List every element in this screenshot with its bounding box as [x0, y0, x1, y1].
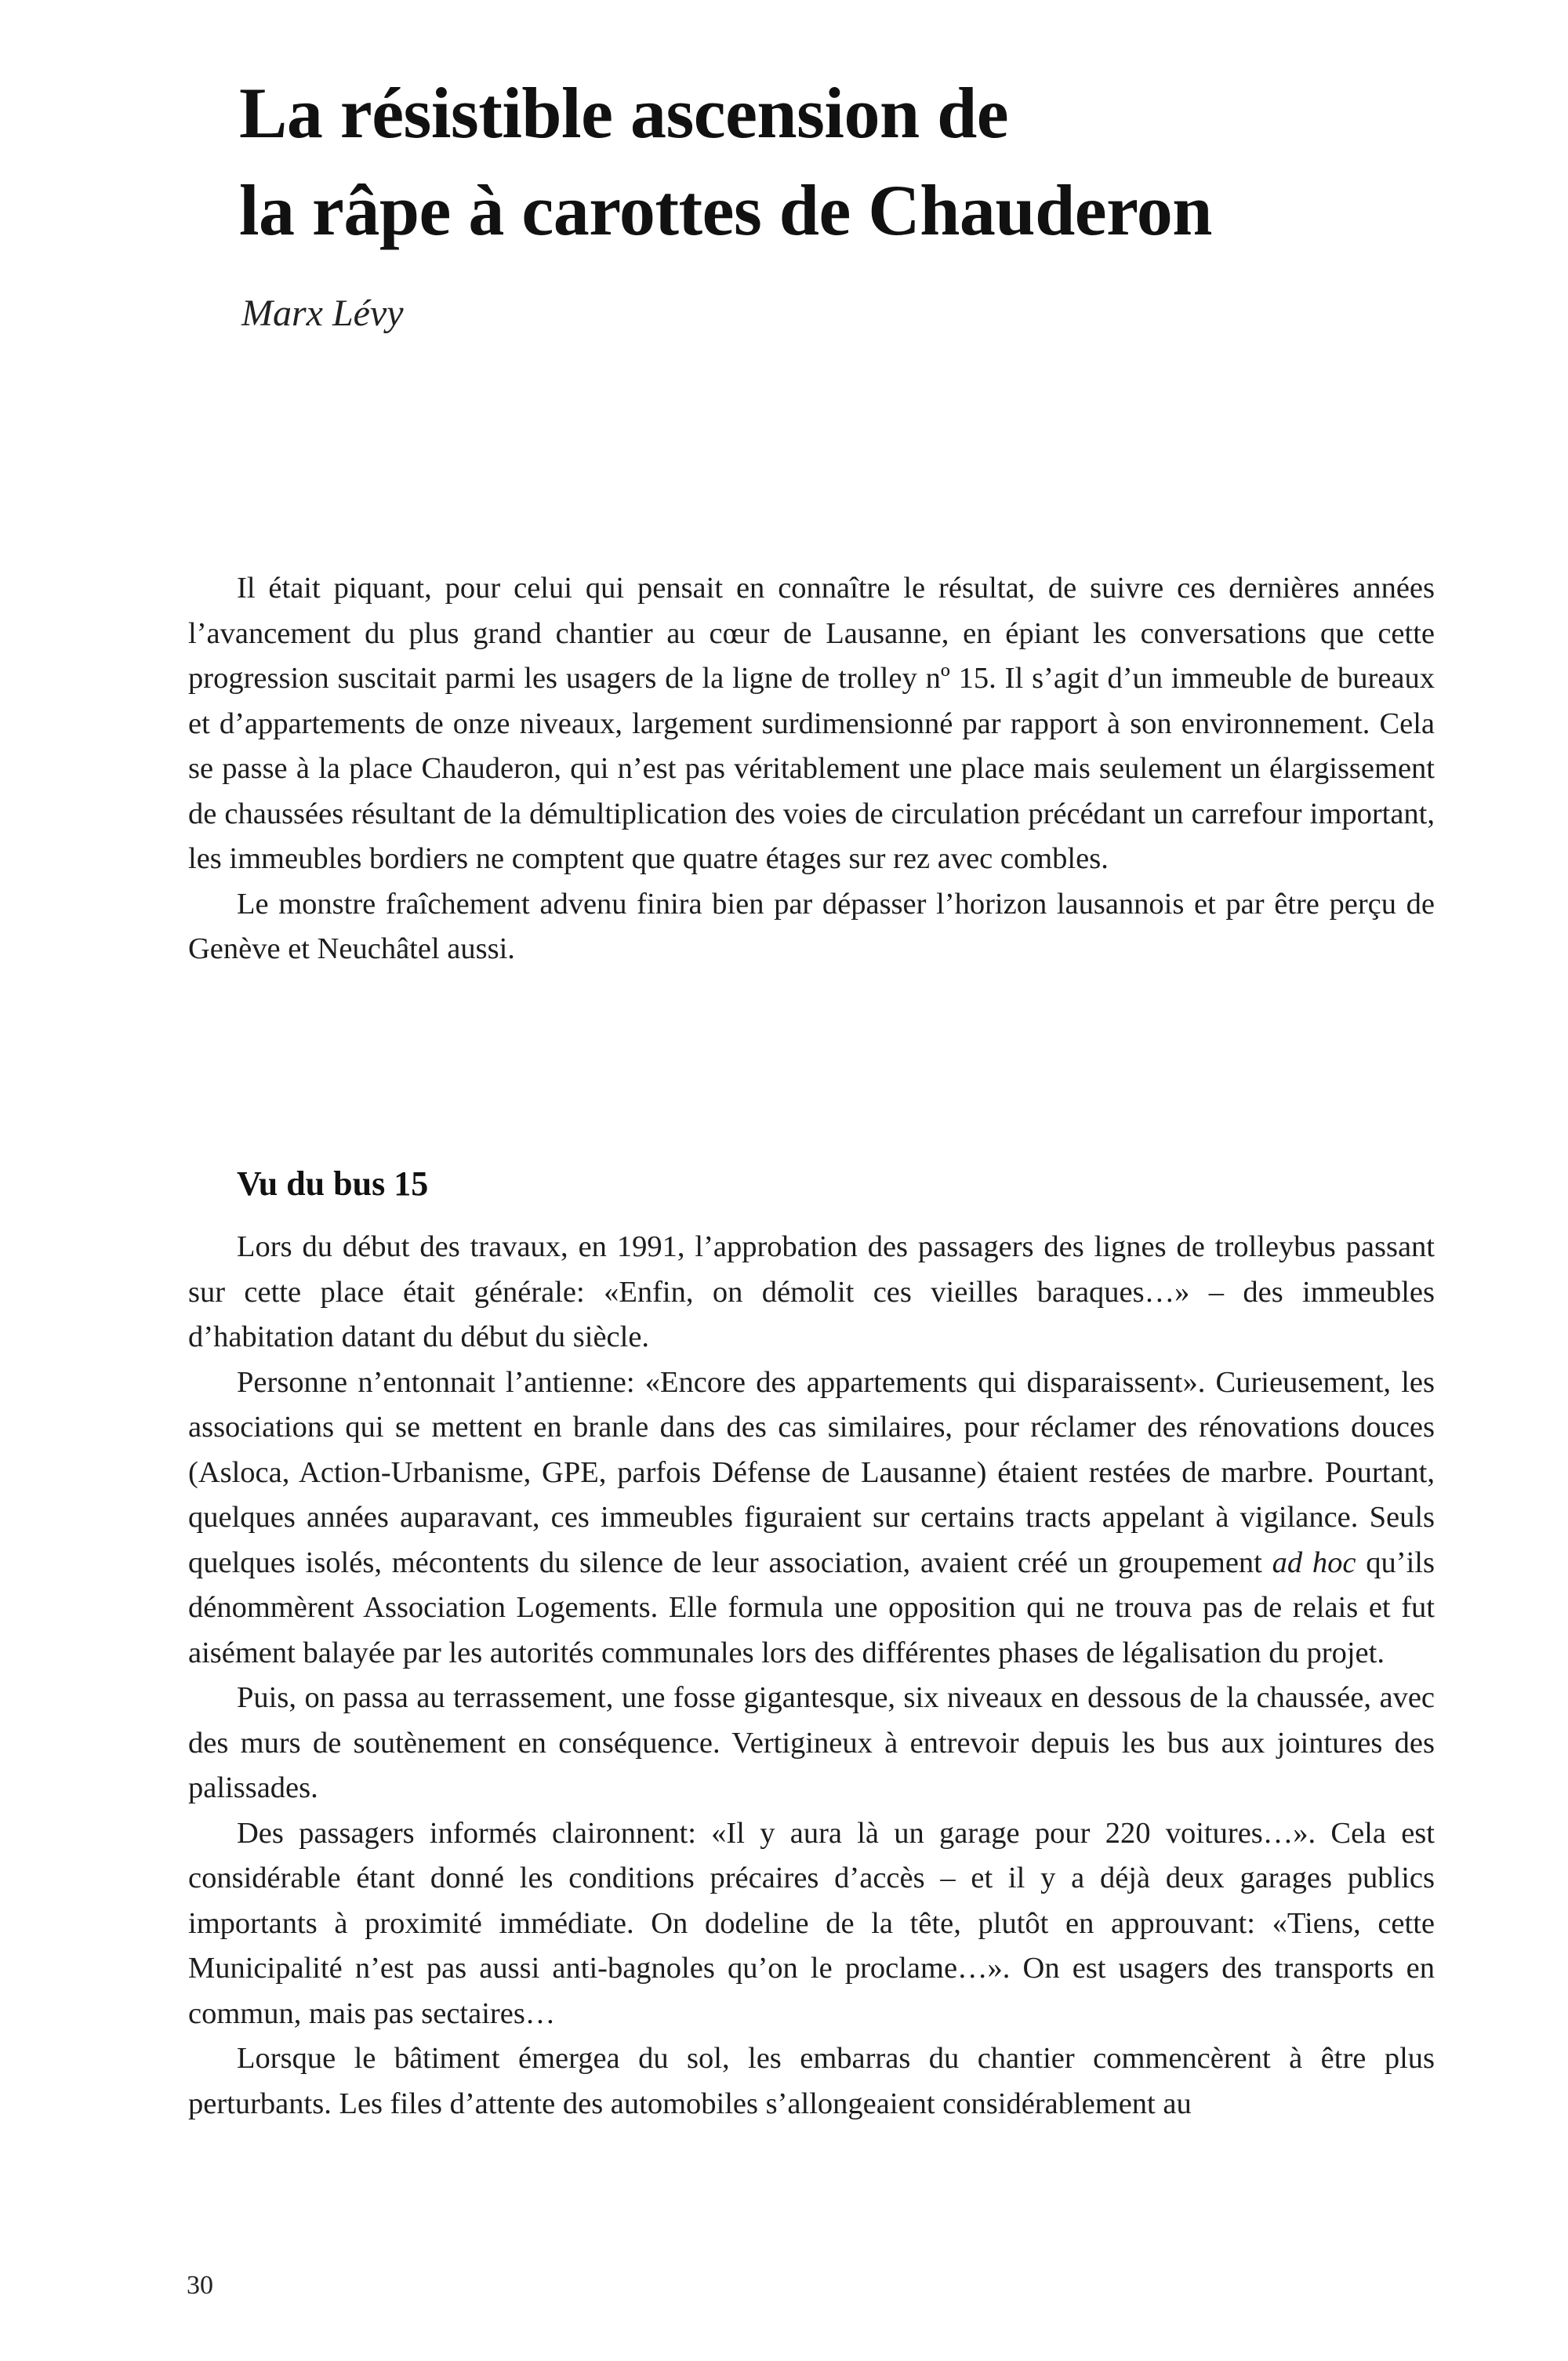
page-number: 30	[187, 2271, 213, 2300]
intro-text	[188, 566, 1435, 972]
article-title	[239, 64, 1494, 259]
section-heading: Vu du bus 15	[237, 1164, 429, 1203]
article-title-line-2: la râpe à carottes de Chauderon	[239, 170, 1212, 250]
section-body	[188, 1225, 1435, 2127]
intro-paragraph-1: Il était piquant, pour celui qui pensait en connaître le résultat, de suivre ces dernières années l’avancement du plus grand chantier au cœur de Lausanne, en épiant les conversations que cette progression suscitait parmi les usagers de la ligne de trolley nº 15. Il s’agit d’un immeuble de bureaux et d’appartements de onze niveaux, largement surdimensionné par rapport à son environnement. Cela se passe à la place Chauderon, qui n’est pas véritablement une place mais seulement un élargissement de chaussées résultant de la démultiplication des voies de circulation précédant un carrefour important, les immeubles bordiers ne comptent que quatre étages sur rez avec combles.	[188, 572, 1435, 875]
section-paragraph-2-end: qu’ils dénommèrent Association Logements. Elle formula une opposition qui ne trouva pas de relais et fut aisément balayée par les autorités communales lors des différentes phases de légalisation du projet.	[188, 1546, 1435, 1669]
intro-paragraph-2: Le monstre fraîchement advenu finira bien par dépasser l’horizon lausannois et par être perçu de Genève et Neuchâtel aussi.	[188, 887, 1435, 965]
section-paragraph-3: Puis, on passa au terrassement, une fosse gigantesque, six niveaux en dessous de la chaussée, avec des murs de soutènement en conséquence. Vertigineux à entrevoir depuis les bus aux jointures des palissades.	[188, 1681, 1435, 1804]
section-paragraph-2	[188, 1360, 1435, 1676]
section-vu-du-bus	[188, 1161, 1435, 2127]
section-paragraph-1: Lors du début des travaux, en 1991, l’approbation des passagers des lignes de trolleybus passant sur cette place était générale: «Enfin, on démolit ces vieilles baraques…» – des immeubles d’habitation datant du début du siècle.	[188, 1230, 1435, 1353]
section-paragraph-4: Des passagers informés claironnent: «Il y aura là un garage pour 220 voitures…». Cela est considérable étant donné les conditions précaires d’accès – et il y a déjà deux garages publics importants à proximité immédiate. On dodeline de la tête, plutôt en approuvant: «Tiens, cette Municipalité n’est pas aussi anti-bagnoles qu’on le proclame…». On est usagers des transports en commun, mais pas sectaires…	[188, 1816, 1435, 2030]
section-paragraph-5: Lorsque le bâtiment émergea du sol, les embarras du chantier commencèrent à être plus perturbants. Les files d’attente des automobiles s’allongeaient considérablement au	[188, 2042, 1435, 2120]
article-title-line-1: La résistible ascension de	[239, 73, 1009, 153]
article-author: Marx Lévy	[241, 292, 404, 334]
section-paragraph-2-start: Personne n’entonnait l’antienne: «Encore des appartements qui disparaissent». Curieusement, les associations qui se mettent en branle dans des cas similaires, pour réclamer des rénovations douces (Asloca, Action-Urbanisme, GPE, parfois Défense de Lausanne) étaient restées de marbre. Pourtant, quelques années auparavant, ces immeubles figuraient sur certains tracts appelant à vigilance. Seuls quelques isolés, mécontents du silence de leur association, avaient créé un groupement	[188, 1365, 1435, 1579]
ad-hoc-italic: ad hoc	[1272, 1546, 1356, 1579]
